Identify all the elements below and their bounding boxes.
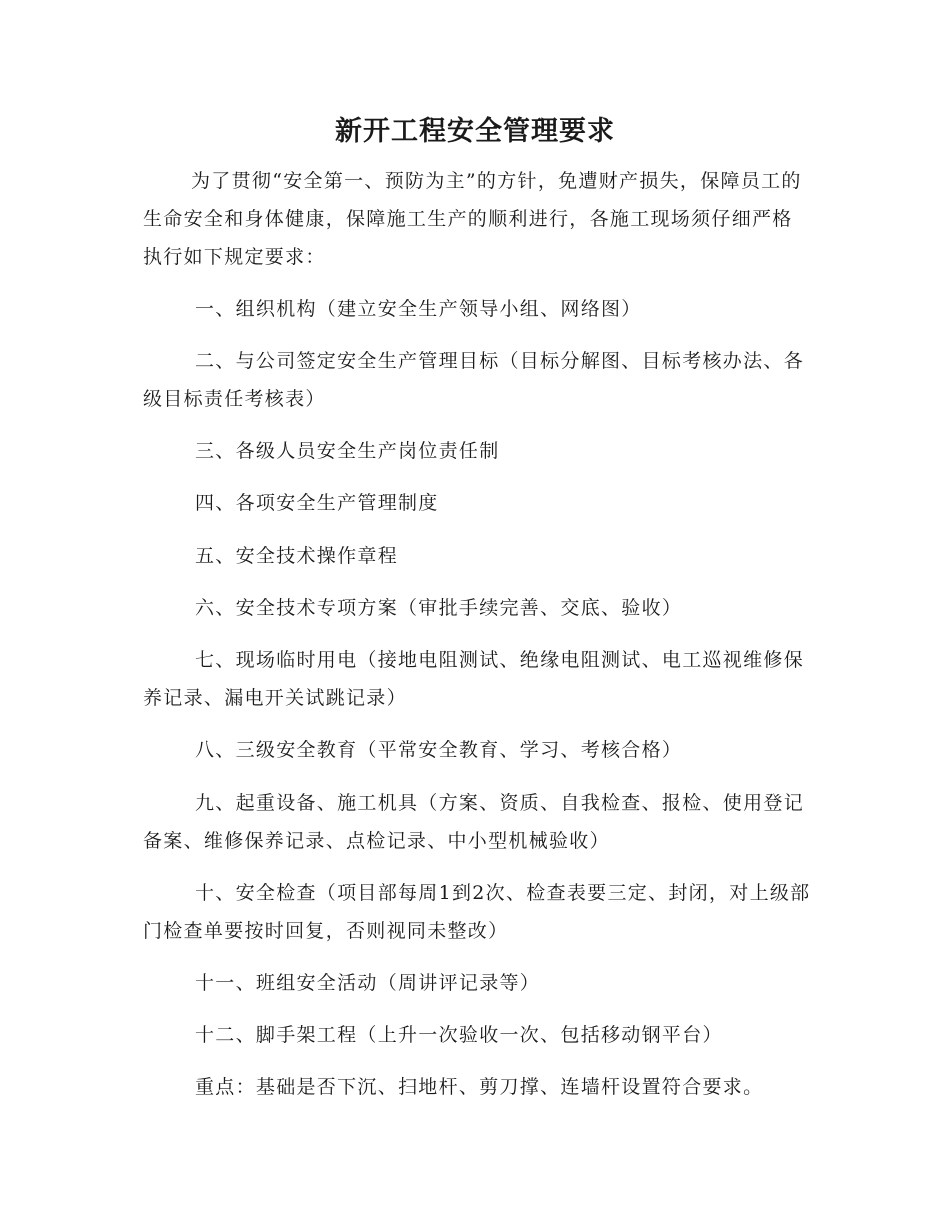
item-11: 十一、班组安全活动（周讲评记录等） <box>195 972 541 994</box>
key-points: 重点：基础是否下沉、扫地杆、剪刀撑、连墙杆设置符合要求。 <box>195 1076 764 1098</box>
item-9: 九、起重设备、施工机具（方案、资质、自我检查、报检、使用登记备案、维修保养记录、点检记录、中小型机械验收） <box>143 792 805 852</box>
item-1: 一、组织机构（建立安全生产领导小组、网络图） <box>195 298 642 320</box>
document-title: 新开工程安全管理要求 <box>335 116 615 147</box>
item-6: 六、安全技术专项方案（审批手续完善、交底、验收） <box>195 597 683 619</box>
item-8: 八、三级安全教育（平常安全教育、学习、考核合格） <box>195 739 683 761</box>
item-4: 四、各项安全生产管理制度 <box>195 492 439 514</box>
item-3: 三、各级人员安全生产岗位责任制 <box>195 440 500 462</box>
item-12: 十二、脚手架工程（上升一次验收一次、包括移动钢平台） <box>195 1024 723 1046</box>
intro-paragraph: 为了贯彻“安全第一、预防为主”的方针，免遭财产损失，保障员工的生命安全和身体健康，保障施工生产的顺利进行，各施工现场须仔细严格执行如下规定要求： <box>143 170 802 268</box>
item-10: 十、安全检查（项目部每周1到2次、检查表要三定、封闭，对上级部门检查单要按时回复，否则视同未整改） <box>143 882 811 942</box>
item-7: 七、现场临时用电（接地电阻测试、绝缘电阻测试、电工巡视维修保养记录、漏电开关试跳记录） <box>143 649 805 709</box>
item-2: 二、与公司签定安全生产管理目标（目标分解图、目标考核办法、各级目标责任考核表） <box>143 350 805 410</box>
item-5: 五、安全技术操作章程 <box>195 545 399 567</box>
